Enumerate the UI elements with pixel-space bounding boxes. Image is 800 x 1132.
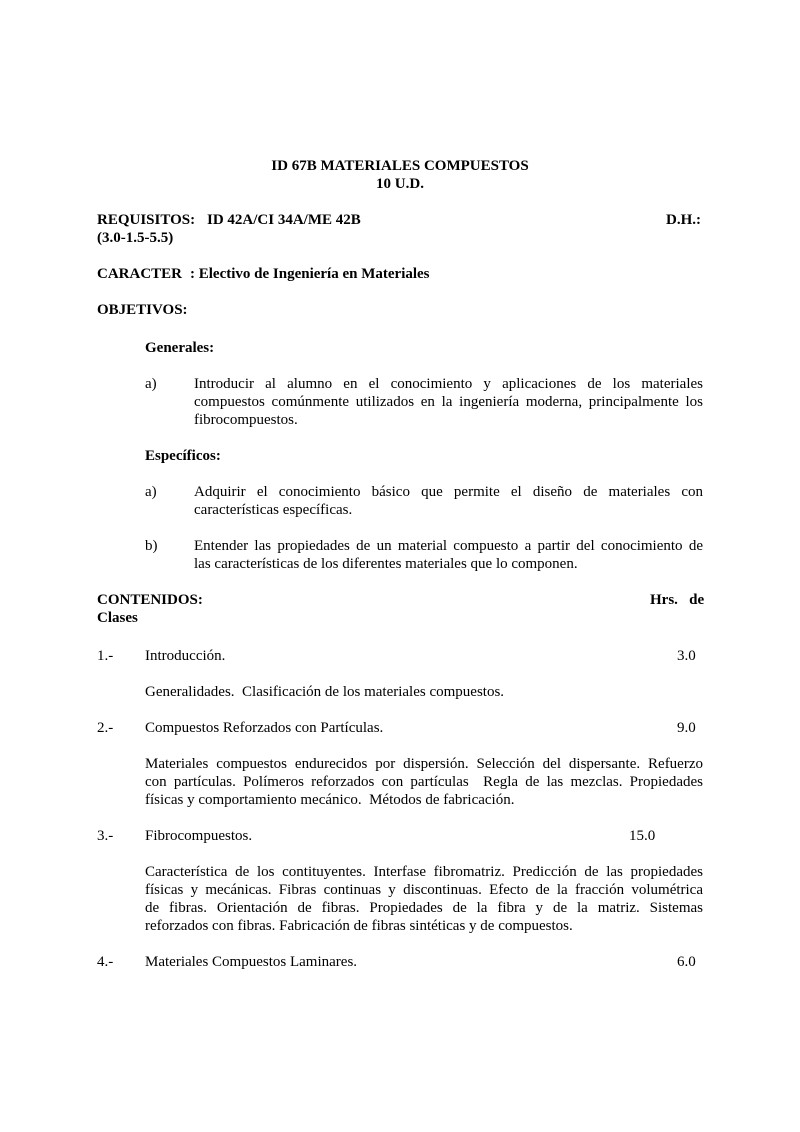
course-units: 10 U.D. [376,176,424,192]
section-title: Compuestos Reforzados con Partículas. [145,720,384,736]
text-line: fibrocompuestos. [194,412,298,428]
list-item-text [194,375,703,429]
section-number: 4.- [97,954,114,970]
objetivos-heading: OBJETIVOS: [97,302,188,318]
text-line: físicas y comportamiento mecánico. Métodos de fabricación. [145,792,515,808]
text-line: características específicas. [194,502,353,518]
list-marker: a) [145,376,157,392]
list-item-text [194,537,703,573]
text-line: compuestos comúnmente utilizados en la ingeniería moderna, principalmente los [194,394,703,410]
list-marker: b) [145,538,158,554]
requisitos-label: REQUISITOS: [97,212,196,228]
caracter-label: CARACTER [97,266,183,282]
clases-label: Clases [97,610,138,626]
section-hours: 15.0 [629,828,656,844]
list-item-text [194,483,703,519]
section-hours: 6.0 [677,954,696,970]
text-line: las características de los diferentes materiales que lo componen. [194,556,578,572]
section-hours: 3.0 [677,648,696,664]
caracter-value: : Electivo de Ingeniería en Materiales [190,266,430,282]
text-line: reforzados con fibras. Fabricación de fibras sintéticas y de compuestos. [145,918,573,934]
section-title: Fibrocompuestos. [145,828,253,844]
course-title: ID 67B MATERIALES COMPUESTOS [271,158,529,174]
dh-label: D.H.: [666,212,701,228]
text-line: Característica de los contituyentes. Interfase fibromatriz. Predicción de las propiedades [145,864,703,880]
generales-heading: Generales: [145,340,215,356]
especificos-heading: Específicos: [145,448,221,464]
text-line: Entender las propiedades de un material compuesto a partir del conocimiento de [194,538,703,554]
dh-value: (3.0-1.5-5.5) [97,230,174,246]
section-description [145,755,703,809]
text-line: Materiales compuestos endurecidos por dispersión. Selección del dispersante. Refuerzo [145,756,703,772]
section-description: Generalidades. Clasificación de los materiales compuestos. [145,684,505,700]
section-title: Introducción. [145,648,226,664]
requisitos-value: ID 42A/CI 34A/ME 42B [207,212,361,228]
contenidos-heading: CONTENIDOS: [97,592,203,608]
section-number: 3.- [97,828,114,844]
section-number: 2.- [97,720,114,736]
text-line: físicas y mecánicas. Fibras continuas y discontinuas. Efecto de la fracción volumétrica [145,882,703,898]
text-line: Introducir al alumno en el conocimiento y aplicaciones de los materiales [194,376,703,392]
text-line: de fibras. Orientación de fibras. Propiedades de la fibra y de la matriz. Sistemas [145,900,703,916]
text-line: Adquirir el conocimiento básico que permite el diseño de materiales con [194,484,703,500]
section-number: 1.- [97,648,114,664]
section-description [145,863,703,935]
hrs-label: Hrs. de [650,592,705,608]
section-hours: 9.0 [677,720,696,736]
section-title: Materiales Compuestos Laminares. [145,954,358,970]
text-line: con partículas. Polímeros reforzados con partículas Regla de las mezclas. Propiedades [145,774,703,790]
list-marker: a) [145,484,157,500]
